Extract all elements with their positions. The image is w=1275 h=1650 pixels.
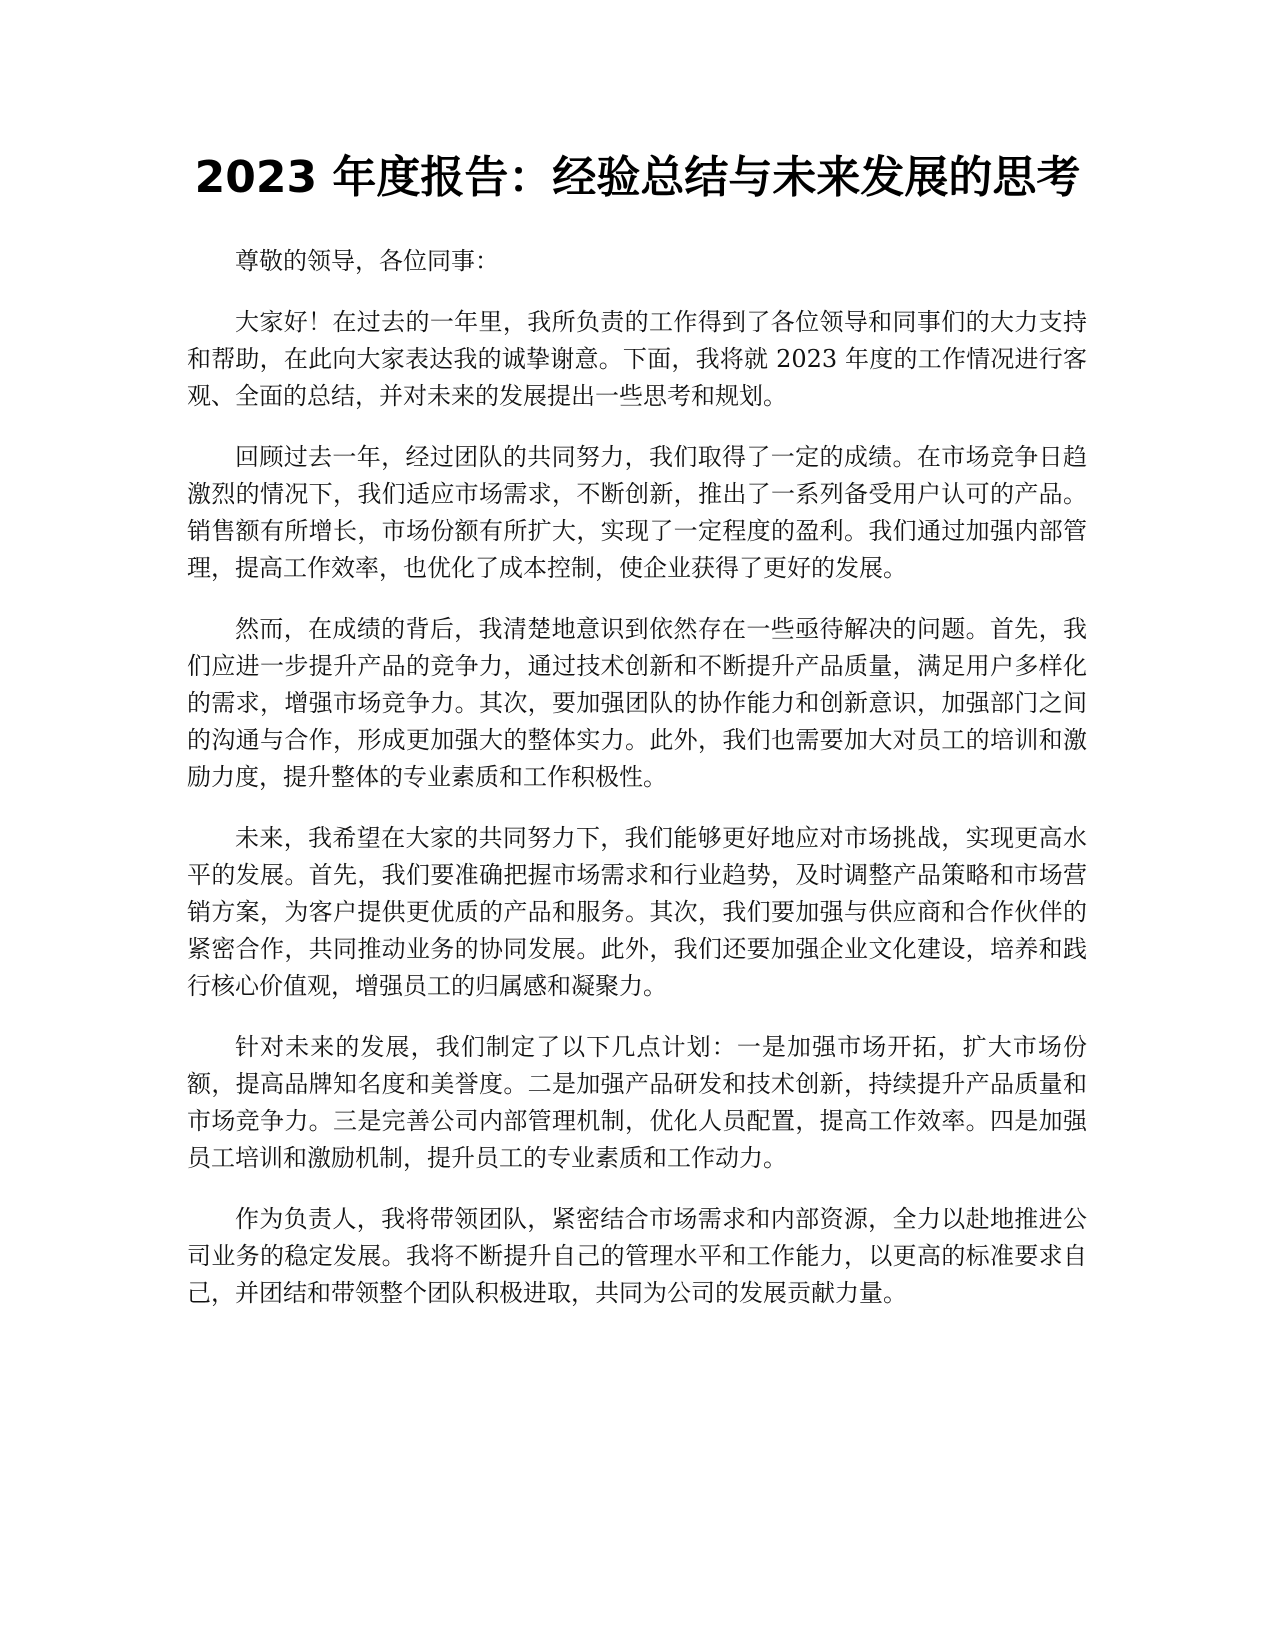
document-body (187, 243, 1087, 1336)
body-paragraph: 作为负责人，我将带领团队，紧密结合市场需求和内部资源，全力以赴地推进公司业务的稳定发展。我将不断提升自己的管理水平和工作能力，以更高的标准要求自己，并团结和带领整个团队积极进取，共同为公司的发展贡献力量。 (187, 1205, 1087, 1307)
body-paragraph: 然而，在成绩的背后，我清楚地意识到依然存在一些亟待解决的问题。首先，我们应进一步提升产品的竞争力，通过技术创新和不断提升产品质量，满足用户多样化的需求，增强市场竞争力。其次，要加强团队的协作能力和创新意识，加强部门之间的沟通与合作，形成更加强大的整体实力。此外，我们也需要加大对员工的培训和激励力度，提升整体的专业素质和工作积极性。 (187, 615, 1087, 791)
document-title: 2023 年度报告：经验总结与未来发展的思考 (194, 152, 1081, 203)
body-paragraph: 未来，我希望在大家的共同努力下，我们能够更好地应对市场挑战，实现更高水平的发展。首先，我们要准确把握市场需求和行业趋势，及时调整产品策略和市场营销方案，为客户提供更优质的产品和服务。其次，我们要加强与供应商和合作伙伴的紧密合作，共同推动业务的协同发展。此外，我们还要加强企业文化建设，培养和践行核心价值观，增强员工的归属感和凝聚力。 (187, 824, 1087, 1000)
body-paragraph: 针对未来的发展，我们制定了以下几点计划：一是加强市场开拓，扩大市场份额，提高品牌知名度和美誉度。二是加强产品研发和技术创新，持续提升产品质量和市场竞争力。三是完善公司内部管理机制，优化人员配置，提高工作效率。四是加强员工培训和激励机制，提升员工的专业素质和工作动力。 (187, 1033, 1087, 1172)
salutation-paragraph: 尊敬的领导，各位同事： (235, 247, 499, 275)
body-paragraph: 大家好！在过去的一年里，我所负责的工作得到了各位领导和同事们的大力支持和帮助，在此向大家表达我的诚挚谢意。下面，我将就 2023 年度的工作情况进行客观、全面的总结，并对未来的发展提出一些思考和规划。 (187, 308, 1087, 410)
body-paragraph: 回顾过去一年，经过团队的共同努力，我们取得了一定的成绩。在市场竞争日趋激烈的情况下，我们适应市场需求，不断创新，推出了一系列备受用户认可的产品。销售额有所增长，市场份额有所扩大，实现了一定程度的盈利。我们通过加强内部管理，提高工作效率，也优化了成本控制，使企业获得了更好的发展。 (187, 443, 1087, 582)
